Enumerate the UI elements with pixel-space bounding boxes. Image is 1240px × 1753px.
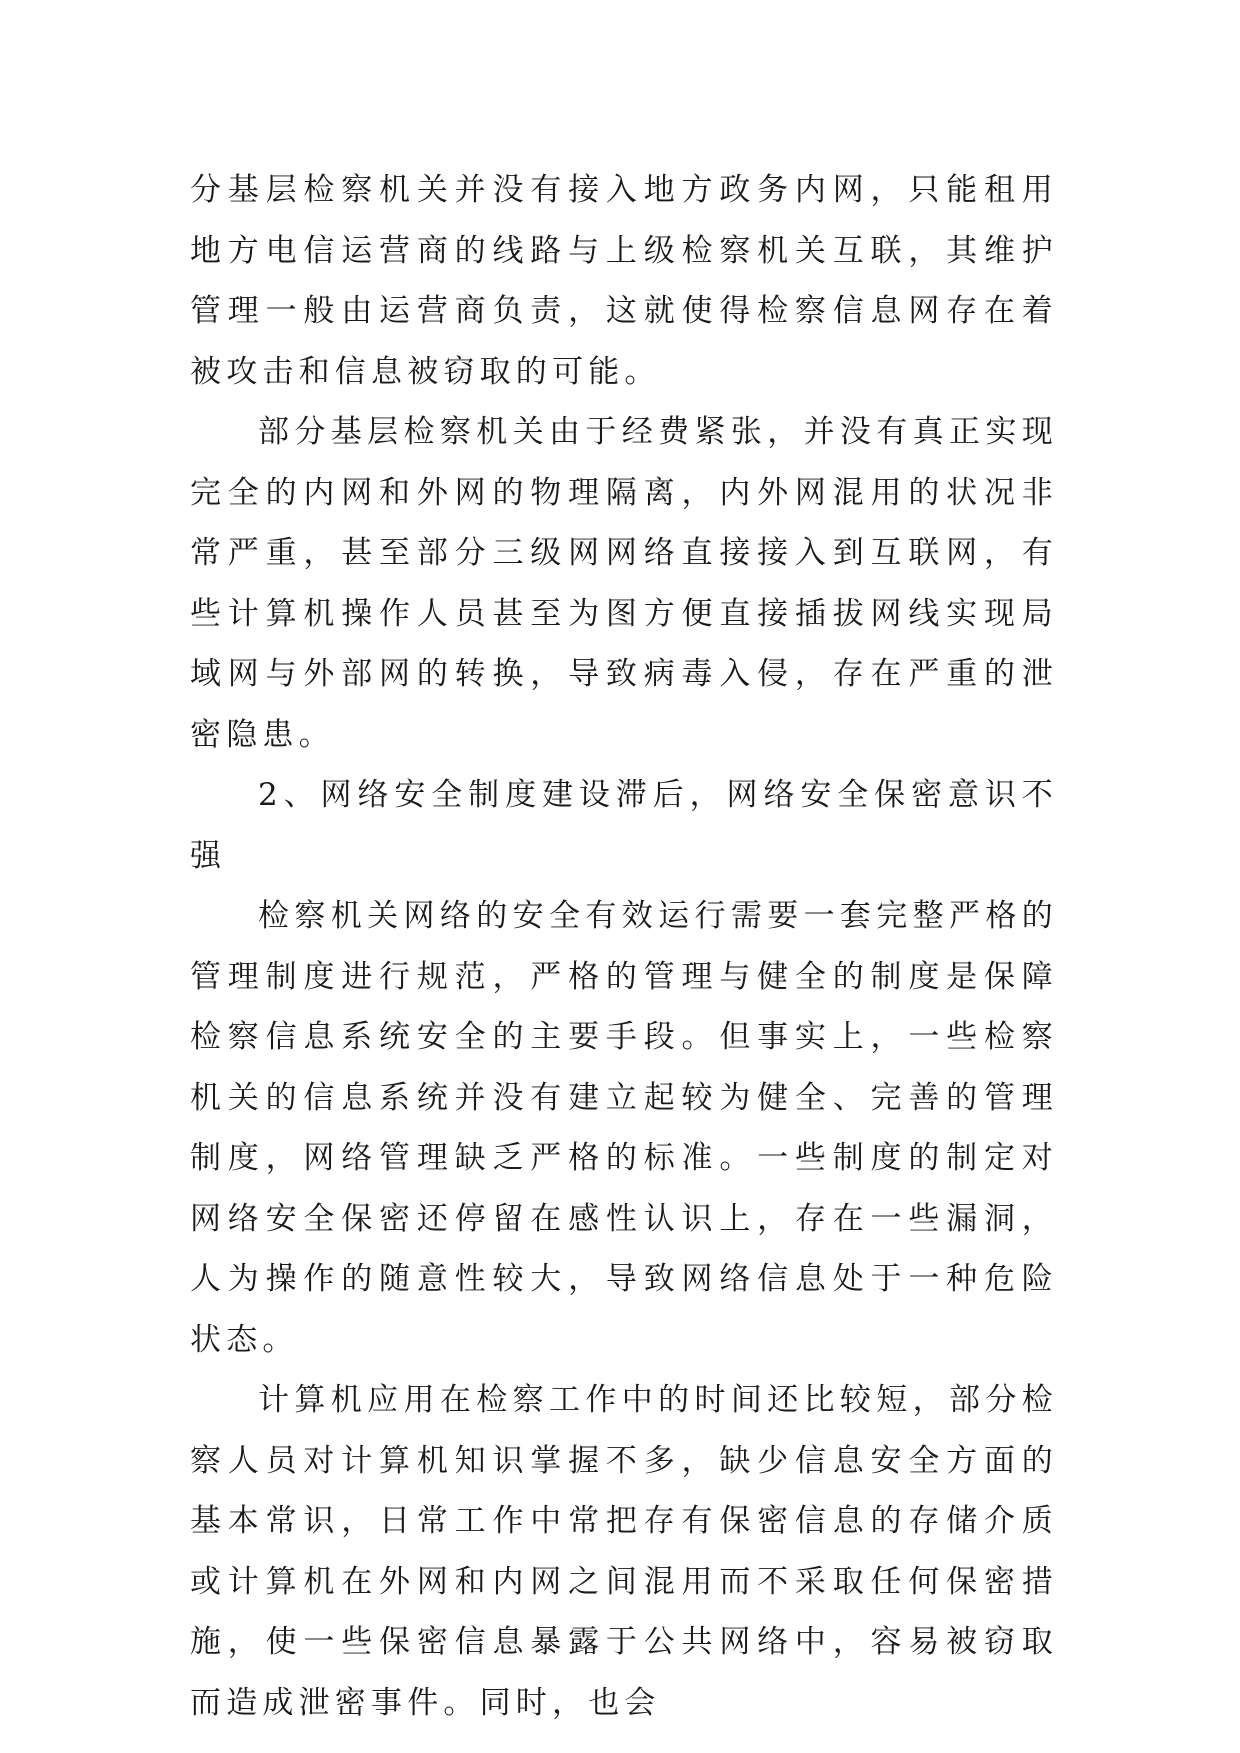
paragraph-awareness: 计算机应用在检察工作中的时间还比较短，部分检察人员对计算机知识掌握不多，缺少信息安全方面的基本常识，日常工作中常把存有保密信息的存储介质或计算机在外网和内网之间混用而不采取任何保密措施，使一些保密信息暴露于公共网络中，容易被窃取而造成泄密事件。同时，也会	[190, 1382, 1058, 1721]
paragraph-isolation: 部分基层检察机关由于经费紧张，并没有真正实现完全的内网和外网的物理隔离，内外网混用的状况非常严重，甚至部分三级网网络直接接入到互联网，有些计算机操作人员甚至为图方便直接插拔网线实现局域网与外部网的转换，导致病毒入侵，存在严重的泄密隐患。	[190, 414, 1058, 753]
paragraph-continuation: 分基层检察机关并没有接入地方政务内网，只能租用地方电信运营商的线路与上级检察机关互联，其维护管理一般由运营商负责，这就使得检察信息网存在着被攻击和信息被窃取的可能。	[190, 172, 1058, 390]
document-body	[190, 160, 1058, 1733]
section-heading: 2、网络安全制度建设滞后，网络安全保密意识不强	[190, 777, 1058, 874]
paragraph-management: 检察机关网络的安全有效运行需要一套完整严格的管理制度进行规范，严格的管理与健全的制度是保障检察信息系统安全的主要手段。但事实上，一些检察机关的信息系统并没有建立起较为健全、完善的管理制度，网络管理缺乏严格的标准。一些制度的制定对网络安全保密还停留在感性认识上，存在一些漏洞，人为操作的随意性较大，导致网络信息处于一种危险状态。	[190, 898, 1058, 1358]
